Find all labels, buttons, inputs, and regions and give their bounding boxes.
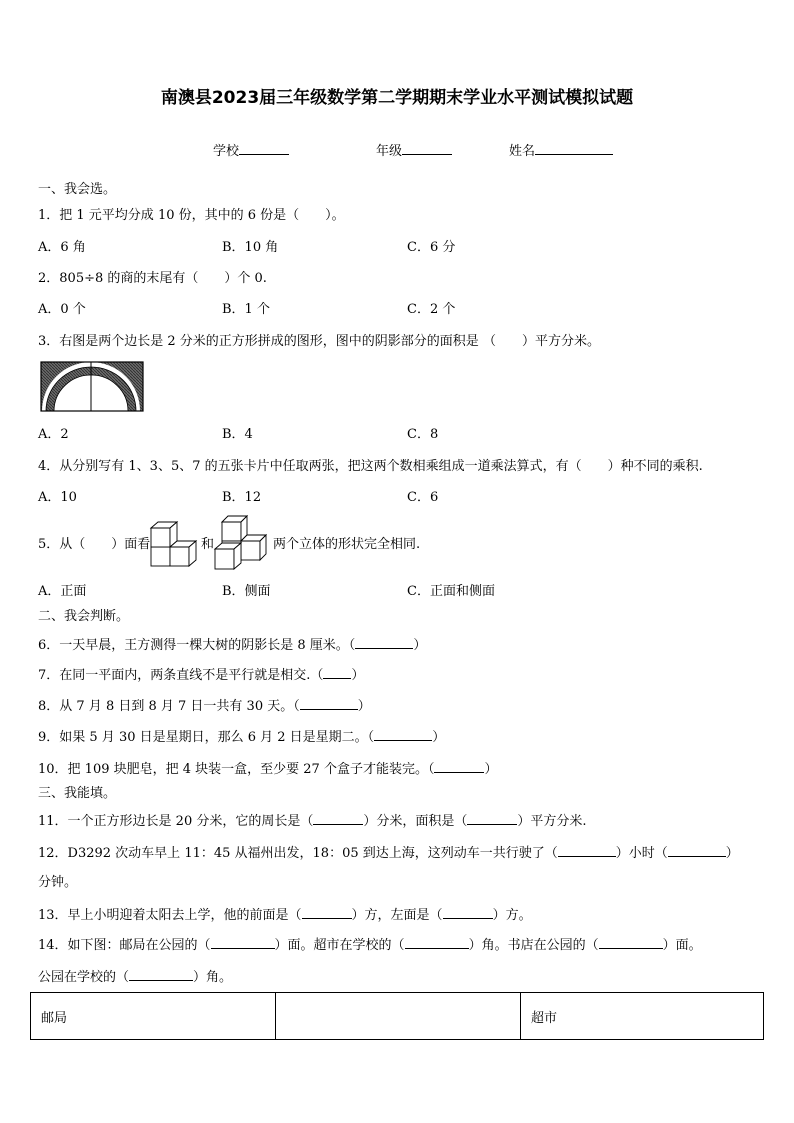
q11-text-1: 11．一个正方形边长是 20 分米，它的周长是（ bbox=[38, 814, 314, 829]
q1-option-a[interactable]: A．6 角 bbox=[38, 240, 86, 255]
question-8 bbox=[38, 697, 371, 715]
q12-text-2: ）小时（ bbox=[615, 846, 668, 861]
question-7 bbox=[38, 666, 364, 684]
q14-text-3: ）角。书店在公园的（ bbox=[468, 938, 599, 953]
q11-perimeter-blank[interactable] bbox=[313, 812, 363, 825]
question-4: 4．从分别写有 1、3、5、7 的五张卡片中任取两张，把这两个数相乘组成一道乘法算式，有（ ）种不同的乘积. bbox=[38, 459, 703, 474]
q12-hours-blank[interactable] bbox=[558, 844, 616, 857]
q14-post-office-blank[interactable] bbox=[211, 936, 275, 949]
q14-supermarket-blank[interactable] bbox=[405, 936, 469, 949]
q6-text: 6．一天早晨，王方测得一棵大树的阴影长是 8 厘米。（ bbox=[38, 638, 356, 653]
q3-option-c[interactable]: C．8 bbox=[407, 427, 439, 442]
q14-bookstore-blank[interactable] bbox=[599, 936, 663, 949]
q14-park-blank[interactable] bbox=[129, 968, 193, 981]
q1-option-b[interactable]: B．10 角 bbox=[222, 240, 279, 255]
q12-minutes-blank[interactable] bbox=[668, 844, 726, 857]
q14-text-2: ）面。超市在学校的（ bbox=[274, 938, 405, 953]
q7-close: ） bbox=[351, 668, 365, 683]
q14-text-6: ）角。 bbox=[193, 970, 233, 985]
q6-close: ） bbox=[413, 638, 427, 653]
q2-option-c[interactable]: C．2 个 bbox=[407, 302, 456, 317]
grade-label: 年级 bbox=[376, 144, 403, 159]
q7-text: 7．在同一平面内，两条直线不是平行就是相交.（ bbox=[38, 668, 324, 683]
q5-option-c[interactable]: C．正面和侧面 bbox=[407, 584, 495, 599]
q4-option-a[interactable]: A．10 bbox=[38, 490, 77, 505]
question-6 bbox=[38, 636, 426, 654]
section-heading-3: 三、我能填。 bbox=[38, 786, 117, 801]
q9-answer-blank[interactable] bbox=[374, 728, 432, 741]
question-3: 3．右图是两个边长是 2 分米的正方形拼成的图形，图中的阴影部分的面积是 （ ）平方分米。 bbox=[38, 334, 600, 349]
question-5-and: 和 bbox=[201, 537, 215, 552]
map-cell-post-office: 邮局 bbox=[31, 993, 276, 1040]
q14-text-5: 公园在学校的（ bbox=[38, 970, 130, 985]
q11-text-2: ）分米，面积是（ bbox=[363, 814, 468, 829]
q3-option-b[interactable]: B．4 bbox=[222, 427, 253, 442]
page-title: 南澳县2023届三年级数学第二学期期末学业水平测试模拟试题 bbox=[160, 88, 634, 108]
school-blank[interactable] bbox=[239, 142, 289, 155]
q7-answer-blank[interactable] bbox=[323, 666, 351, 679]
q13-left-blank[interactable] bbox=[443, 906, 493, 919]
grade-field[interactable] bbox=[376, 142, 452, 160]
question-2: 2．805÷8 的商的末尾有（ ）个 0. bbox=[38, 271, 267, 286]
question-13 bbox=[38, 906, 532, 924]
q8-text: 8．从 7 月 8 日到 8 月 7 日一共有 30 天。（ bbox=[38, 699, 300, 714]
question-12 bbox=[38, 844, 739, 862]
q2-option-b[interactable]: B．1 个 bbox=[222, 302, 270, 317]
table-row bbox=[31, 993, 764, 1040]
question-14-line-2 bbox=[38, 968, 232, 986]
q11-text-3: ）平方分米. bbox=[517, 814, 587, 829]
q12-text-3: ） bbox=[725, 846, 739, 861]
q4-option-b[interactable]: B．12 bbox=[222, 490, 262, 505]
section-heading-2: 二、我会判断。 bbox=[38, 609, 130, 624]
q11-area-blank[interactable] bbox=[467, 812, 517, 825]
school-label: 学校 bbox=[213, 144, 240, 159]
q8-close: ） bbox=[357, 699, 371, 714]
question-1: 1．把 1 元平均分成 10 份，其中的 6 份是（ ）。 bbox=[38, 208, 345, 223]
section-heading-1: 一、我会选。 bbox=[38, 182, 117, 197]
q6-answer-blank[interactable] bbox=[355, 636, 413, 649]
q14-text-4: ）面。 bbox=[662, 938, 702, 953]
question-10 bbox=[38, 760, 497, 778]
q3-option-a[interactable]: A．2 bbox=[38, 427, 69, 442]
name-blank[interactable] bbox=[535, 142, 613, 155]
question-9 bbox=[38, 728, 445, 746]
q10-close: ） bbox=[484, 762, 498, 777]
q13-text-2: ）方，左面是（ bbox=[351, 908, 443, 923]
q5-cube-figure-1 bbox=[149, 519, 201, 569]
q14-text-1: 14．如下图：邮局在公园的（ bbox=[38, 938, 211, 953]
grade-blank[interactable] bbox=[402, 142, 452, 155]
q13-text-1: 13．早上小明迎着太阳去上学，他的前面是（ bbox=[38, 908, 302, 923]
q4-option-c[interactable]: C．6 bbox=[407, 490, 439, 505]
q9-text: 9．如果 5 月 30 日是星期日，那么 6 月 2 日是星期二。（ bbox=[38, 730, 375, 745]
map-cell-supermarket: 超市 bbox=[521, 993, 764, 1040]
q5-option-b[interactable]: B．侧面 bbox=[222, 584, 271, 599]
q3-shaded-squares-figure bbox=[40, 361, 144, 413]
question-12-line-2: 分钟。 bbox=[38, 875, 78, 890]
question-5-prefix: 5．从（ ）面看 bbox=[38, 537, 151, 552]
q12-text-1: 12．D3292 次动车早上 11：45 从福州出发，18：05 到达上海，这列动车一共行驶了（ bbox=[38, 846, 558, 861]
q10-text: 10．把 109 块肥皂，把 4 块装一盒，至少要 27 个盒子才能装完。（ bbox=[38, 762, 435, 777]
q10-answer-blank[interactable] bbox=[434, 760, 484, 773]
school-field[interactable] bbox=[213, 142, 289, 160]
question-11 bbox=[38, 812, 587, 830]
map-cell-empty bbox=[276, 993, 521, 1040]
q5-option-a[interactable]: A．正面 bbox=[38, 584, 87, 599]
name-field[interactable] bbox=[509, 142, 613, 160]
question-14 bbox=[38, 936, 702, 954]
q13-front-blank[interactable] bbox=[302, 906, 352, 919]
q9-close: ） bbox=[432, 730, 446, 745]
q8-answer-blank[interactable] bbox=[300, 697, 358, 710]
q2-option-a[interactable]: A．0 个 bbox=[38, 302, 86, 317]
name-label: 姓名 bbox=[509, 144, 536, 159]
q5-cube-figure-2 bbox=[213, 514, 271, 572]
question-5-suffix: 两个立体的形状完全相同. bbox=[273, 537, 421, 552]
q1-option-c[interactable]: C．6 分 bbox=[407, 240, 456, 255]
location-map-table bbox=[30, 992, 764, 1040]
q13-text-3: ）方。 bbox=[492, 908, 532, 923]
